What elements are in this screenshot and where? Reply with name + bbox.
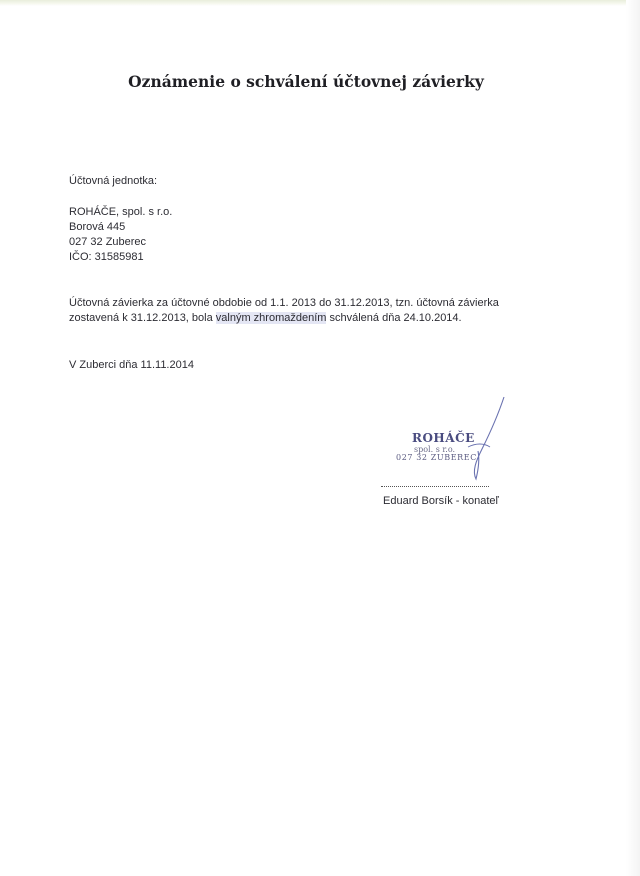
- signer-name: Eduard Borsík - konateľ: [383, 495, 499, 507]
- statement-line-2-suffix: schválená dňa 24.10.2014.: [326, 312, 462, 324]
- signature-line: [381, 486, 489, 487]
- entity-label: Účtovná jednotka:: [69, 175, 158, 187]
- statement-line-2: [69, 311, 462, 325]
- company-ico: IČO: 31585981: [69, 251, 144, 263]
- stamp-name: ROHÁČE: [412, 431, 475, 445]
- scan-edge-top: [0, 0, 640, 6]
- statement-line-2-prefix: zostavená k 31.12.2013, bola: [69, 312, 216, 324]
- statement-highlight: valným zhromaždením: [215, 312, 327, 324]
- company-street: Borová 445: [69, 221, 126, 233]
- stamp-address: 027 32 ZUBEREC: [396, 453, 477, 462]
- document-title: Oznámenie o schválení účtovnej závierky: [128, 72, 484, 91]
- place-date: V Zuberci dňa 11.11.2014: [69, 359, 194, 371]
- scan-edge-right: [626, 0, 640, 876]
- company-city: 027 32 Zuberec: [69, 236, 147, 248]
- company-stamp: [372, 395, 522, 485]
- stamp-sub: spol. s r.o.: [414, 445, 456, 454]
- company-name: ROHÁČE, spol. s r.o.: [69, 206, 173, 218]
- statement-line-1: Účtovná závierka za účtovné obdobie od 1.1. 2013 do 31.12.2013, tzn. účtovná závierka: [69, 297, 499, 309]
